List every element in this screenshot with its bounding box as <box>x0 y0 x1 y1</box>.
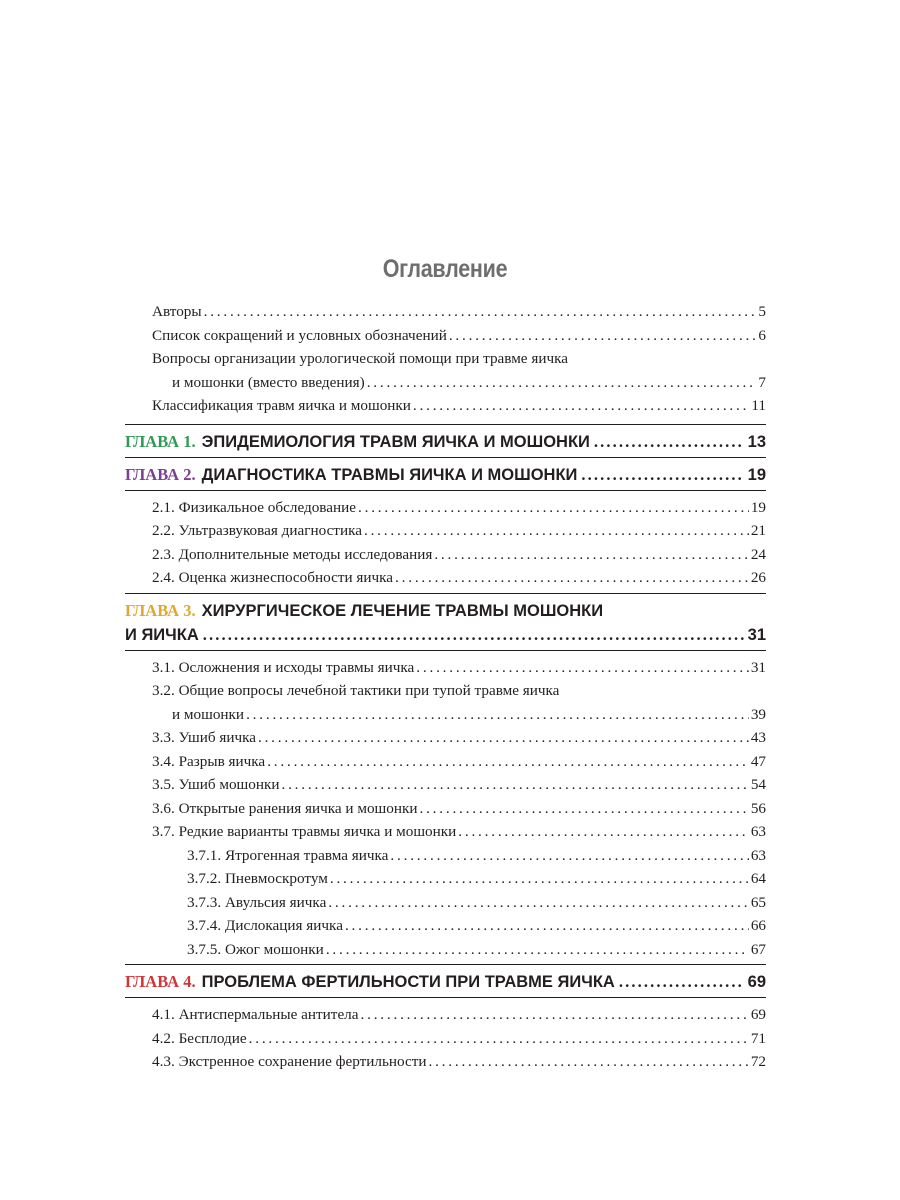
page-title: Оглавление <box>382 255 508 283</box>
toc-entry[interactable] <box>125 820 766 844</box>
toc-entry-text: 3.1. Осложнения и исходы травмы яичка <box>152 658 415 676</box>
toc-entry-page: 66 <box>750 917 766 934</box>
table-of-contents <box>125 300 766 1074</box>
toc-entry-first-line[interactable] <box>125 679 766 703</box>
divider <box>125 457 766 458</box>
toc-subentry[interactable] <box>125 914 766 938</box>
toc-entry[interactable] <box>125 773 766 797</box>
chapter-page: 19 <box>747 465 766 484</box>
leader-dots <box>594 430 744 454</box>
toc-entry-text-continued: и мошонки <box>172 705 245 723</box>
chapter-title-continued: И ЯИЧКА <box>125 625 199 644</box>
leader-dots <box>581 463 743 487</box>
leader-dots <box>330 867 749 891</box>
toc-entry-text: Авторы <box>152 303 202 320</box>
toc-subentry[interactable] <box>125 867 766 891</box>
toc-entry-page: 69 <box>750 1006 766 1023</box>
divider <box>125 997 766 998</box>
toc-entry[interactable] <box>125 496 766 520</box>
toc-entry[interactable] <box>125 324 766 348</box>
toc-entry-page: 63 <box>750 823 766 840</box>
toc-entry-text: Классификация травм яичка и мошонки <box>152 397 411 414</box>
leader-dots <box>267 750 749 774</box>
toc-entry-page: 24 <box>750 545 766 563</box>
toc-entry[interactable] <box>125 1027 766 1051</box>
toc-entry-text: 2.2. Ультразвуковая диагностика <box>152 522 362 539</box>
chapter-label: ГЛАВА 2. <box>125 464 196 484</box>
divider <box>125 964 766 965</box>
toc-entry[interactable] <box>125 703 766 727</box>
leader-dots <box>416 656 749 680</box>
toc-entry-text-continued: и мошонки (вместо введения) <box>172 373 365 391</box>
leader-dots <box>619 970 744 994</box>
divider <box>125 490 766 491</box>
chapter-heading-first-line[interactable] <box>125 599 766 623</box>
toc-entry[interactable] <box>125 519 766 543</box>
divider <box>125 650 766 651</box>
toc-entry[interactable] <box>125 394 766 418</box>
leader-dots <box>367 371 757 395</box>
toc-entry-text: 2.1. Физикальное обследование <box>152 498 357 516</box>
toc-entry-text: 2.4. Оценка жизнеспособности яичка <box>152 569 394 586</box>
toc-entry-page: 65 <box>750 893 766 911</box>
toc-entry[interactable] <box>125 656 766 680</box>
chapter-title: ДИАГНОСТИКА ТРАВМЫ ЯИЧКА И МОШОНКИ <box>201 465 578 484</box>
toc-entry-text: 4.1. Антиспермальные антитела <box>152 1006 359 1023</box>
toc-entry[interactable] <box>125 300 766 324</box>
leader-dots <box>361 1003 749 1027</box>
toc-entry-text: 2.3. Дополнительные методы исследования <box>152 545 433 563</box>
chapter-heading[interactable] <box>125 970 766 994</box>
toc-entry-page: 31 <box>750 658 766 676</box>
toc-entry-text: 3.2. Общие вопросы лечебной тактики при тупой травме яичка <box>152 682 560 699</box>
chapter-page: 69 <box>747 973 766 991</box>
toc-entry-page: 47 <box>750 752 766 770</box>
toc-entry[interactable] <box>125 797 766 821</box>
toc-entry-page: 26 <box>750 569 766 586</box>
leader-dots <box>419 797 748 821</box>
chapter-title: ПРОБЛЕМА ФЕРТИЛЬНОСТИ ПРИ ТРАВМЕ ЯИЧКА <box>201 973 615 991</box>
toc-entry-text: 3.7.4. Дислокация яичка <box>187 917 343 934</box>
chapter-heading[interactable] <box>125 463 766 487</box>
toc-subentry[interactable] <box>125 938 766 962</box>
toc-entry-page: 64 <box>750 870 766 887</box>
toc-entry-page: 19 <box>750 498 766 516</box>
chapter-label: ГЛАВА 3. <box>125 600 196 620</box>
chapter-heading[interactable] <box>125 430 766 454</box>
toc-entry-text: 3.7.1. Ятрогенная травма яичка <box>187 846 389 864</box>
divider <box>125 593 766 594</box>
toc-entry-page: 63 <box>750 846 766 864</box>
leader-dots <box>326 938 749 962</box>
toc-entry-text: 3.7.2. Пневмоскротум <box>187 870 328 887</box>
leader-dots <box>390 844 748 868</box>
toc-entry-page: 54 <box>750 776 766 793</box>
leader-dots <box>281 773 748 797</box>
leader-dots <box>458 820 749 844</box>
toc-entry-page: 39 <box>750 705 766 723</box>
toc-entry-page: 21 <box>750 522 766 539</box>
toc-entry-page: 67 <box>750 940 766 958</box>
toc-entry-text: Список сокращений и условных обозначений <box>152 326 447 344</box>
leader-dots <box>204 300 757 324</box>
chapter-label: ГЛАВА 4. <box>125 972 196 991</box>
leader-dots <box>358 496 749 520</box>
leader-dots <box>249 1027 749 1051</box>
chapter-page: 13 <box>747 432 766 451</box>
leader-dots <box>328 891 749 915</box>
leader-dots <box>258 726 749 750</box>
toc-entry-page: 72 <box>750 1053 766 1070</box>
leader-dots <box>345 914 749 938</box>
toc-entry[interactable] <box>125 750 766 774</box>
leader-dots <box>203 623 744 647</box>
toc-entry-page: 71 <box>750 1029 766 1047</box>
toc-entry-text: 3.5. Ушиб мошонки <box>152 776 280 793</box>
chapter-heading[interactable] <box>125 623 766 647</box>
toc-entry-text: 4.2. Бесплодие <box>152 1029 247 1047</box>
toc-entry-page: 5 <box>758 303 766 320</box>
toc-entry[interactable] <box>125 1003 766 1027</box>
toc-entry-text: 3.7.3. Авульсия яичка <box>187 893 327 911</box>
leader-dots <box>395 566 749 590</box>
toc-entry-text: 3.4. Разрыв яичка <box>152 752 266 770</box>
toc-entry[interactable] <box>125 543 766 567</box>
toc-entry-text: 3.7. Редкие варианты травмы яичка и мошонки <box>152 823 457 840</box>
chapter-label: ГЛАВА 1. <box>125 431 196 451</box>
leader-dots <box>413 394 749 418</box>
chapter-page: 31 <box>747 625 766 644</box>
toc-entry[interactable] <box>125 726 766 750</box>
toc-entry-page: 43 <box>750 729 766 746</box>
toc-entry-page: 11 <box>751 397 766 414</box>
toc-entry[interactable] <box>125 371 766 395</box>
leader-dots <box>246 703 749 727</box>
toc-subentry[interactable] <box>125 844 766 868</box>
toc-entry-page: 6 <box>758 326 766 344</box>
chapter-title: ХИРУРГИЧЕСКОЕ ЛЕЧЕНИЕ ТРАВМЫ МОШОНКИ <box>201 601 604 620</box>
leader-dots <box>449 324 757 348</box>
toc-entry-first-line[interactable] <box>125 347 766 371</box>
toc-entry-text: 4.3. Экстренное сохранение фертильности <box>152 1053 427 1070</box>
toc-entry-text: Вопросы организации урологической помощи при травме яичка <box>152 350 568 367</box>
toc-entry-text: 3.6. Открытые ранения яичка и мошонки <box>152 799 418 817</box>
leader-dots <box>364 519 749 543</box>
toc-entry-text: 3.7.5. Ожог мошонки <box>187 940 324 958</box>
toc-entry-text: 3.3. Ушиб яичка <box>152 729 256 746</box>
toc-entry[interactable] <box>125 1050 766 1074</box>
toc-subentry[interactable] <box>125 891 766 915</box>
toc-entry[interactable] <box>125 566 766 590</box>
leader-dots <box>428 1050 748 1074</box>
toc-entry-page: 56 <box>750 799 766 817</box>
toc-entry-page: 7 <box>758 373 766 391</box>
leader-dots <box>434 543 748 567</box>
chapter-title: ЭПИДЕМИОЛОГИЯ ТРАВМ ЯИЧКА И МОШОНКИ <box>201 432 590 451</box>
divider <box>125 424 766 425</box>
